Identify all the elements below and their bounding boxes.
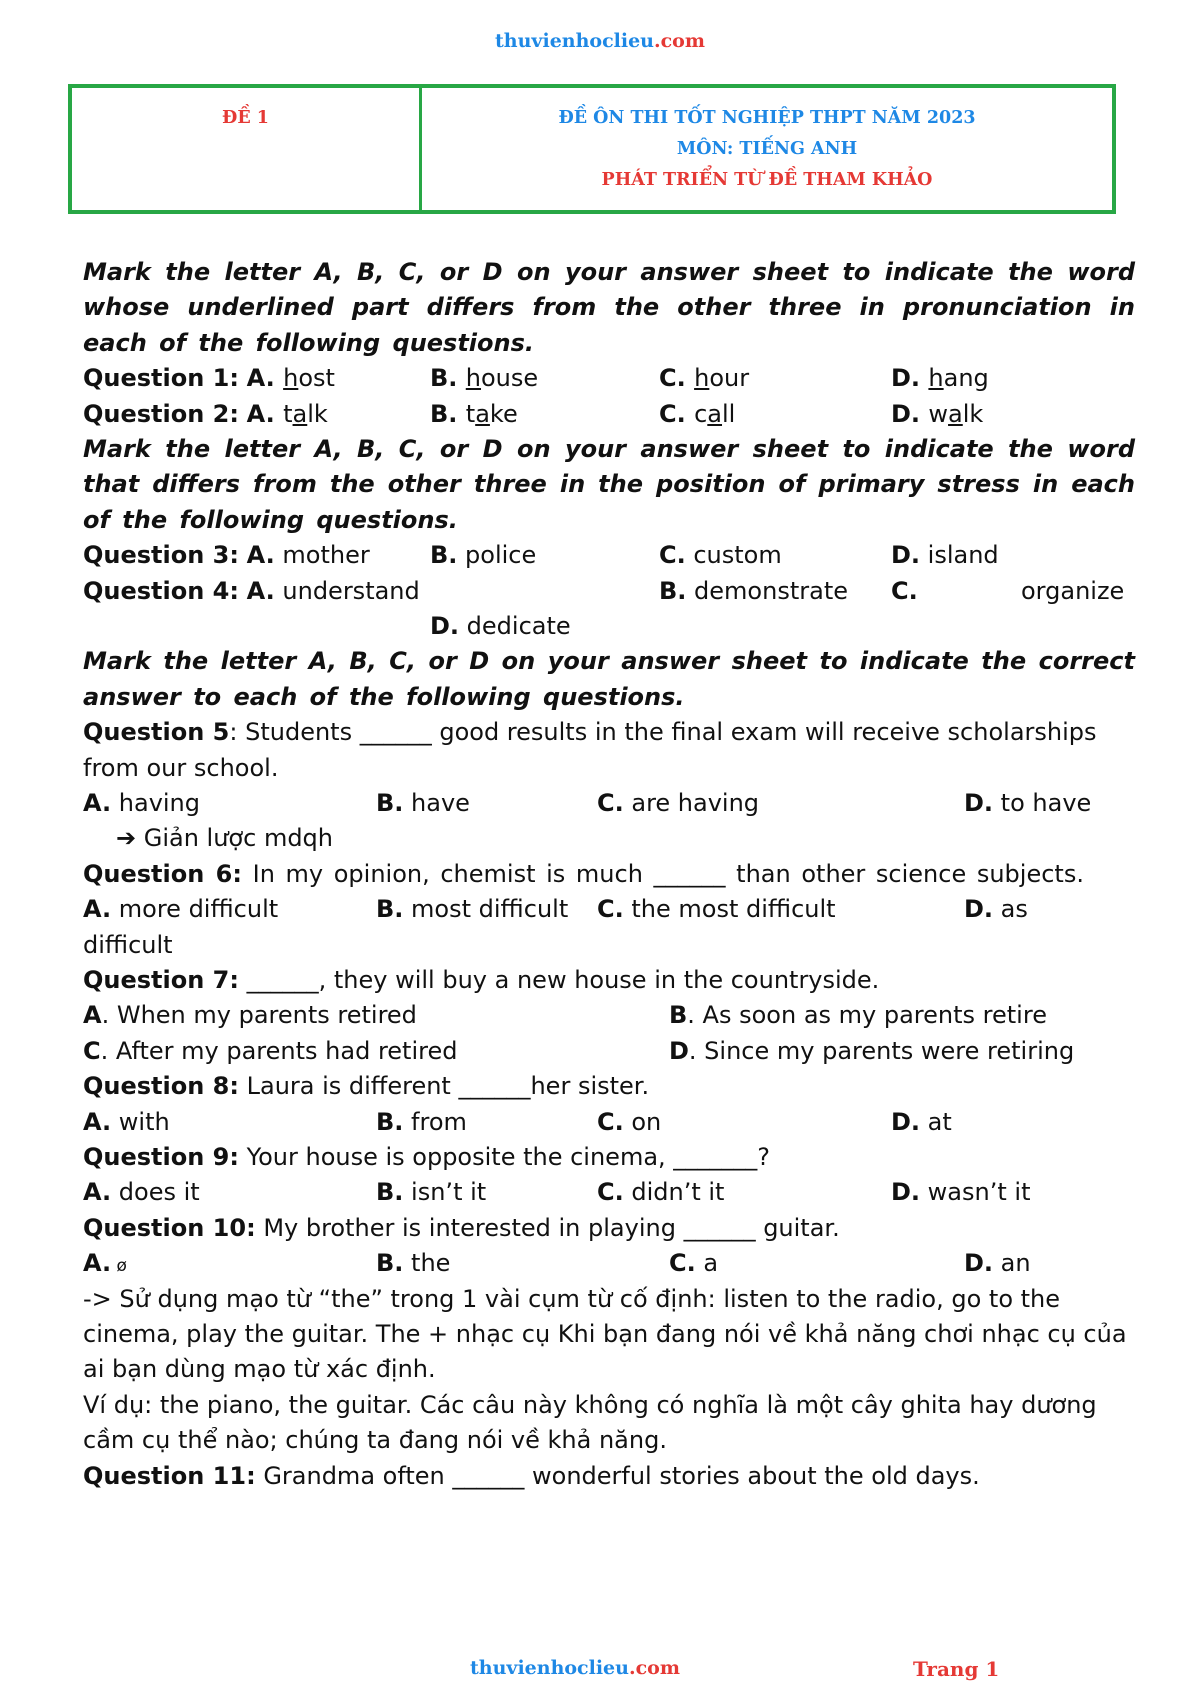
question-10-options: A. ø B. the C. a D. an bbox=[83, 1249, 1031, 1278]
question-7-options-ab: A. When my parents retired B. As soon as my parents retire bbox=[83, 1001, 1047, 1030]
question-5-options: A. having B. have C. are having D. to have bbox=[83, 789, 1092, 818]
question-6: Question 6: In my opinion, chemist is much ______ than other science subjects. bbox=[83, 859, 1084, 888]
question-9-options: A. does it B. isn’t it C. didn’t it D. wasn’t it bbox=[83, 1178, 1031, 1207]
site-footer bbox=[470, 1657, 720, 1679]
exam-subject: MÔN: TIẾNG ANH bbox=[676, 139, 858, 159]
footer-site-name: thuvienhoclieu bbox=[470, 1657, 629, 1679]
question-4: Question 4: A. understand B. demonstrate C. organize bbox=[83, 576, 1125, 605]
site-header bbox=[0, 30, 1200, 52]
question-6-options: A. more difficult B. most difficult C. the most difficult D. as bbox=[83, 895, 1028, 924]
exam-title: ĐỀ ÔN THI TỐT NGHIỆP THPT NĂM 2023 bbox=[558, 108, 976, 128]
question-6-cont: difficult bbox=[83, 930, 173, 959]
question-11: Question 11: Grandma often ______ wonderful stories about the old days. bbox=[83, 1461, 980, 1490]
question-9: Question 9: Your house is opposite the cinema, _______? bbox=[83, 1142, 771, 1171]
question-10: Question 10: My brother is interested in playing ______ guitar. bbox=[83, 1213, 840, 1242]
question-5-note: ➔ Giản lược mdqh bbox=[116, 824, 333, 853]
exam-title-block bbox=[422, 88, 1112, 210]
instruction-pronunciation: Mark the letter A, B, C, or D on your answer sheet to indicate the word whose underlined part differs from the other three in pronunciation in each of the following questions. bbox=[83, 258, 1135, 357]
question-label: Question 4: bbox=[83, 576, 239, 605]
question-label: Question 5 bbox=[83, 718, 230, 747]
footer-site-domain: .com bbox=[628, 1657, 680, 1679]
question-label: Question 11: bbox=[83, 1461, 256, 1490]
question-4-cont: D. dedicate bbox=[430, 612, 571, 640]
title-box bbox=[68, 84, 1116, 214]
exam-number: ĐỀ 1 bbox=[72, 88, 422, 210]
question-5: Question 5: Students ______ good results in the final exam will receive scholarships from our school. bbox=[83, 718, 1097, 782]
instruction-correct-answer: Mark the letter A, B, C, or D on your answer sheet to indicate the correct answer to each of the following questions. bbox=[83, 647, 1135, 711]
question-8: Question 8: Laura is different ______her sister. bbox=[83, 1072, 650, 1101]
question-label: Question 7: bbox=[83, 965, 239, 994]
question-8-options: A. with B. from C. on D. at bbox=[83, 1107, 952, 1136]
explanation-example: Ví dụ: the piano, the guitar. Các câu này không có nghĩa là một cây ghita hay dương cầm cụ thể nào; chúng ta đang nói về khả năng. bbox=[83, 1390, 1097, 1455]
question-label: Question 9: bbox=[83, 1142, 239, 1171]
question-7: Question 7: ______, they will buy a new house in the countryside. bbox=[83, 965, 880, 994]
explanation-article: -> Sử dụng mạo từ “the” trong 1 vài cụm từ cố định: listen to the radio, go to the cinema, play the guitar. The + nhạc cụ Khi bạn đang nói về khả năng chơi nhạc cụ của ai bạn dùng mạo từ xác định. bbox=[83, 1284, 1127, 1384]
page-number: Trang 1 bbox=[913, 1657, 1000, 1681]
question-1: Question 1: A. host B. house C. hour D. hang bbox=[83, 364, 989, 393]
question-label: Question 10: bbox=[83, 1213, 256, 1242]
question-2: Question 2: A. talk B. take C. call D. walk bbox=[83, 399, 984, 428]
document-body bbox=[83, 255, 1135, 1494]
exam-source: PHÁT TRIỂN TỪ ĐỀ THAM KHẢO bbox=[601, 170, 933, 190]
site-name: thuvienhoclieu bbox=[495, 30, 654, 52]
site-domain: .com bbox=[654, 30, 705, 52]
instruction-stress: Mark the letter A, B, C, or D on your answer sheet to indicate the word that differs from the other three in the position of primary stress in each of the following questions. bbox=[83, 435, 1135, 534]
question-label: Question 2: bbox=[83, 399, 239, 428]
question-label: Question 3: bbox=[83, 541, 239, 570]
question-label: Question 1: bbox=[83, 364, 239, 393]
question-label: Question 6: bbox=[83, 859, 242, 888]
question-3: Question 3: A. mother B. police C. custom D. island bbox=[83, 541, 999, 570]
question-7-options-cd: C. After my parents had retired D. Since my parents were retiring bbox=[83, 1036, 1075, 1065]
question-label: Question 8: bbox=[83, 1072, 239, 1101]
